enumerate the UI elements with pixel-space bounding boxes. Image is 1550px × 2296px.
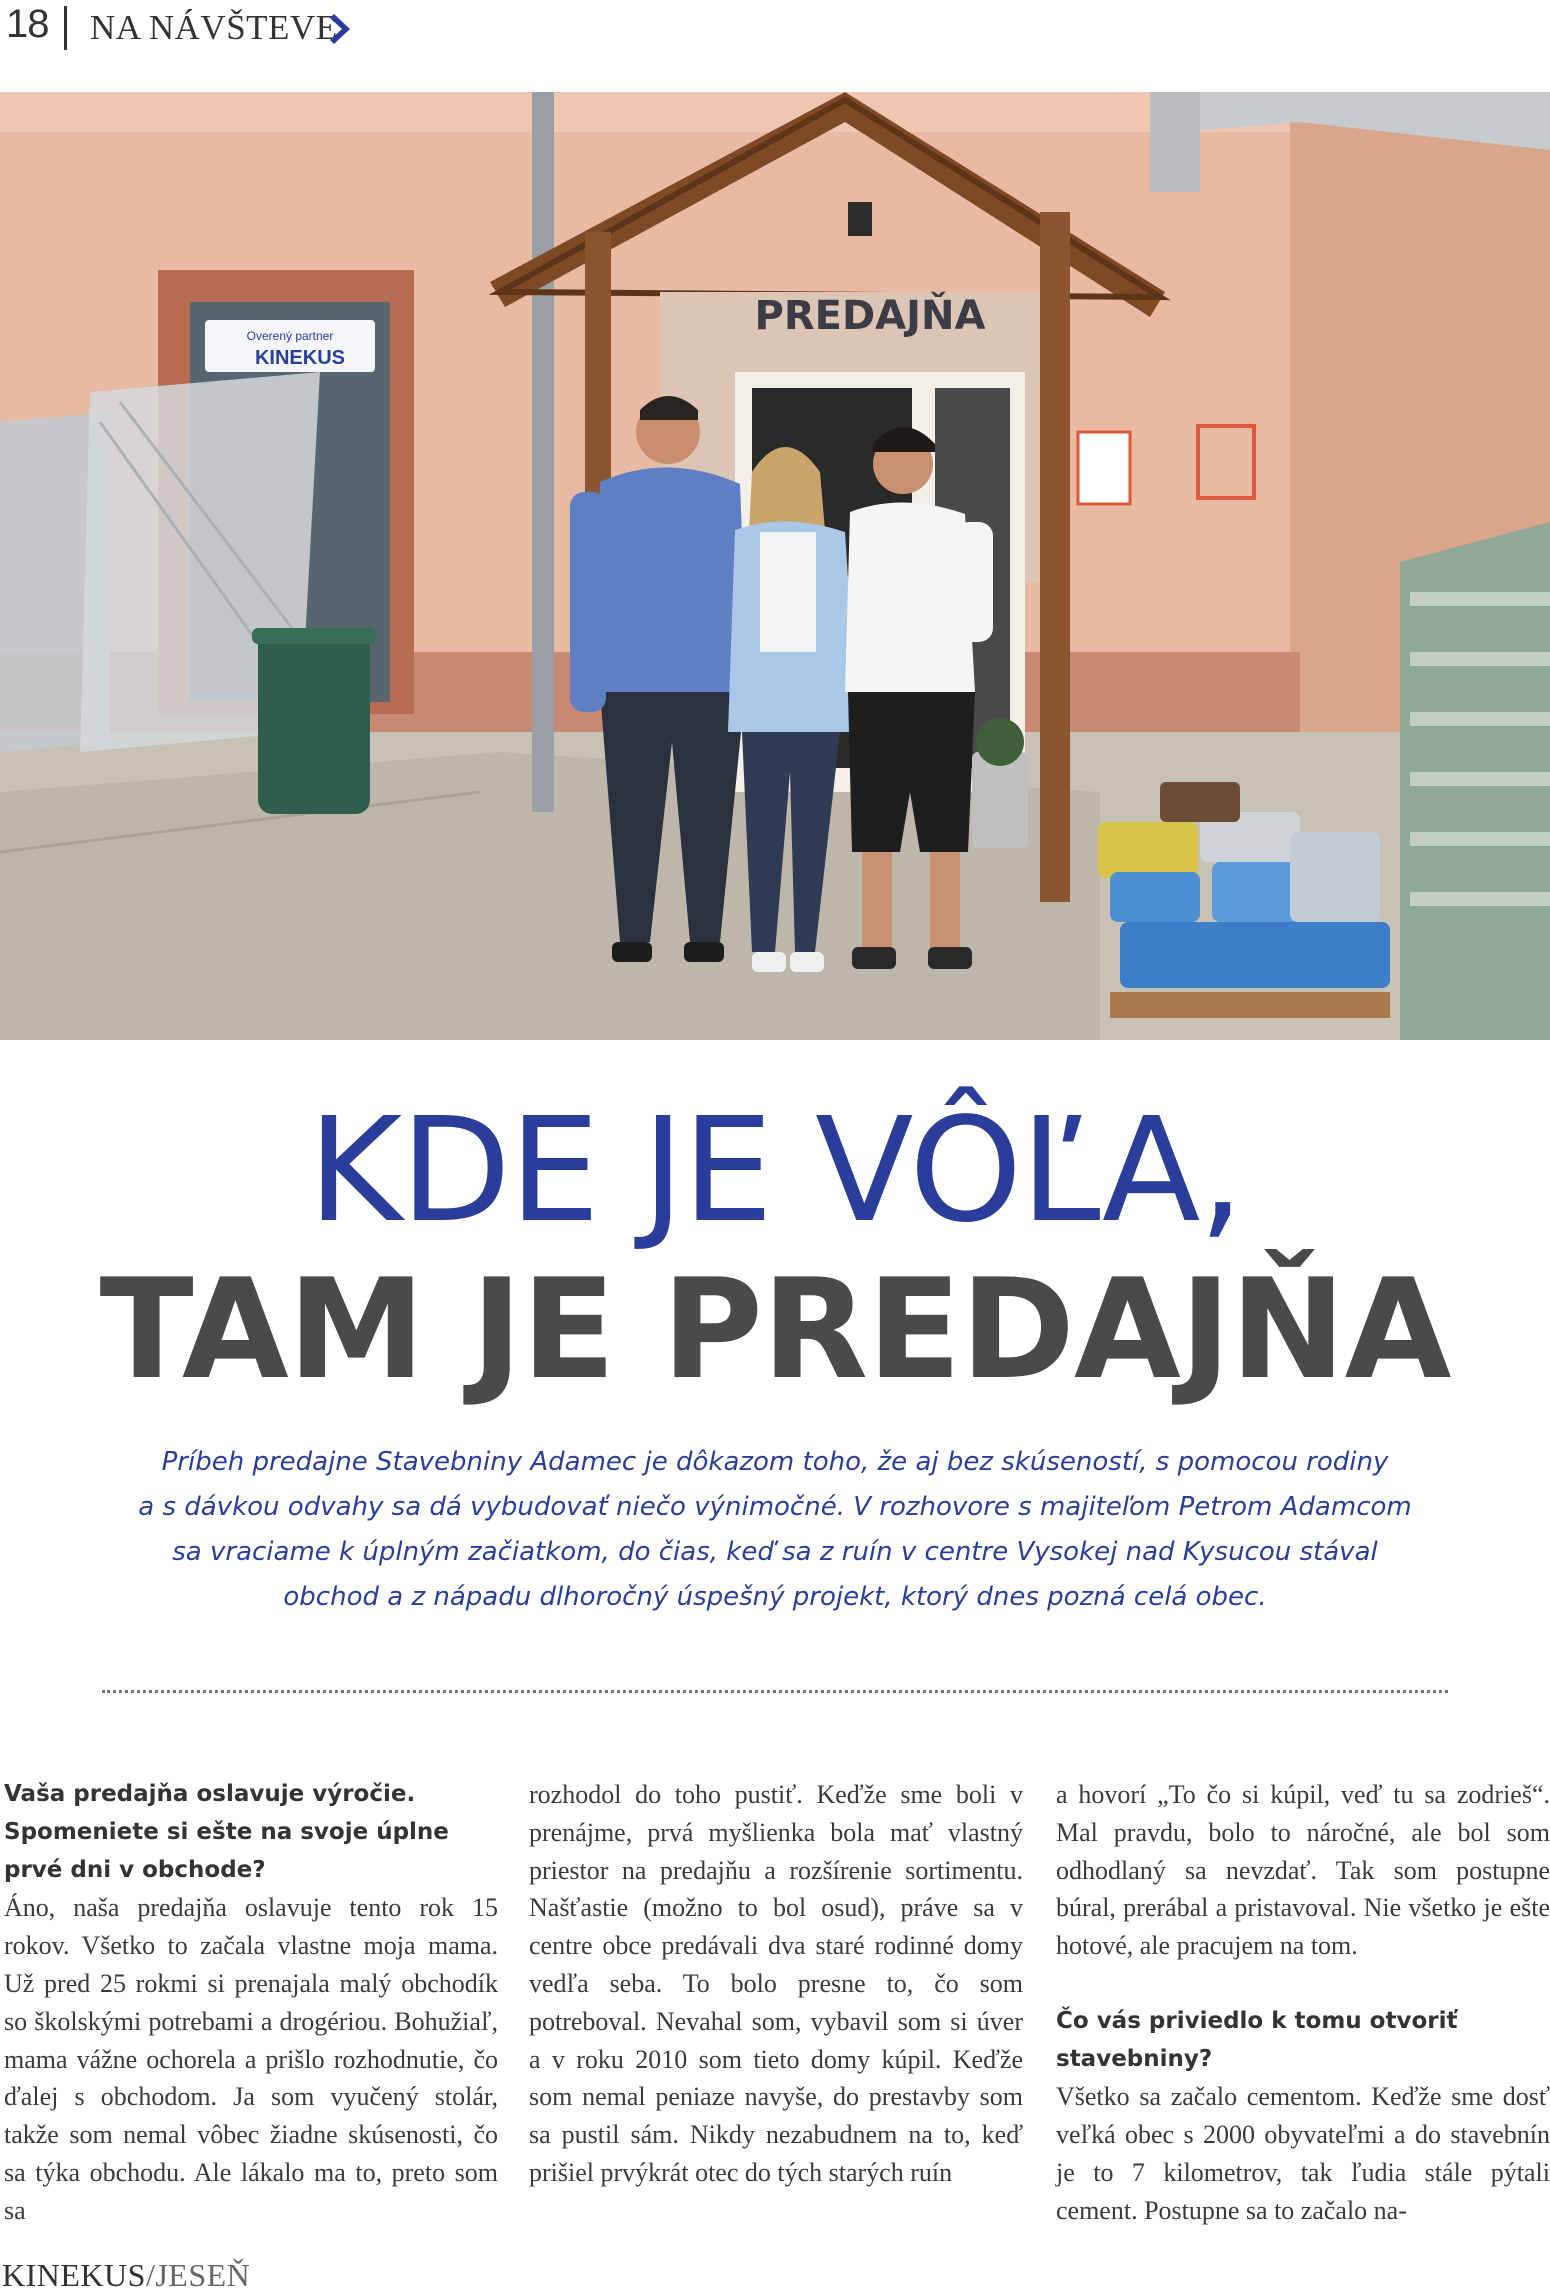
interview-answer: Áno, naša predajňa oslavuje tento rok 15 rokov. Všetko to začala vlastne moja mama. Už pred 25 rokmi si prenajala malý obchodík so školskými potrebami a drogériou. Bohužiaľ, mama vážne ochorela a prišlo rozhodnutie, čo ďalej s obchodom. Ja som vyučený stolár, takže som nemal vôbec žiadne skúsenosti, čo sa týka obchodu. Ale lákalo ma to, preto som sa bbox=[4, 1893, 498, 2225]
lead-line: Príbeh predajne Stavebniny Adamec je dôkazom toho, že aj bez skúseností, s pomocou rodiny bbox=[161, 1447, 1389, 1477]
interview-question: Čo vás priviedlo k tomu otvoriť stavebniny? bbox=[1056, 2007, 1458, 2072]
footer-season: JESEŇ bbox=[155, 2257, 251, 2293]
page-header bbox=[0, 0, 1550, 60]
lead-paragraph bbox=[80, 1440, 1470, 1620]
headline-line-2: TAM JE PREDAJŇA bbox=[99, 1249, 1451, 1410]
page-number: 18 bbox=[6, 2, 49, 46]
interview-answer-continued: rozhodol do toho pustiť. Keďže sme boli v prenájme, prvá myšlienka bola mať vlastný priestor na predajňu a rozšírenie sortimentu. Našťastie (možno to bol osud), práve sa v centre obce predávali dva staré rodinné domy vedľa seba. To bolo presne to, čo som potreboval. Nevahal som, vybavil som si úver a v roku 2010 som tieto domy kúpil. Keďže som nemal peniaze navyše, do prestavby som sa pustil sám. Nikdy nezabudnem na to, keď prišiel prvýkrát otec do tých starých ruín bbox=[529, 1780, 1023, 2187]
headline-line-1: KDE JE VÔĽA, bbox=[307, 1086, 1243, 1254]
article-column-3 bbox=[1056, 1776, 1550, 2230]
footer-brand: KINEKUS bbox=[2, 2257, 146, 2293]
page-footer bbox=[2, 2257, 250, 2294]
interview-answer-end: a hovorí „To čo si kúpil, veď tu sa zodrieš“. Mal pravdu, bolo to náročné, ale bol som odhodlaný sa nevzdať. Tak som postupne búral, prerábal a pristavoval. Nie všetko je ešte hotové, ale pracujem na tom. bbox=[1056, 1780, 1550, 1961]
article-column-2 bbox=[529, 1776, 1023, 2192]
partner-sign-brand: KINEKUS bbox=[254, 347, 346, 369]
interview-question: Vaša predajňa oslavuje výročie. Spomeniete si ešte na svoje úplne prvé dni v obchode? bbox=[4, 1781, 449, 1883]
lead-line: sa vraciame k úplným začiatkom, do čias, keď sa z ruín v centre Vysokej nad Kysucou stával bbox=[172, 1537, 1378, 1567]
header-divider bbox=[64, 6, 67, 50]
storefront-photo bbox=[0, 92, 1550, 1040]
lead-line: a s dávkou odvahy sa dá vybudovať niečo výnimočné. V rozhovore s majiteľom Petrom Adamcom bbox=[138, 1492, 1412, 1522]
article-column-1 bbox=[4, 1776, 498, 2230]
section-label: NA NÁVŠTEVE bbox=[90, 8, 338, 47]
partner-sign-top: Overený partner bbox=[246, 329, 334, 343]
footer-separator: / bbox=[145, 2257, 156, 2293]
chevron-right-icon bbox=[330, 12, 356, 51]
lead-line: obchod a z nápadu dlhoročný úspešný projekt, ktorý dnes pozná celá obec. bbox=[283, 1582, 1267, 1612]
interview-answer: Všetko sa začalo cementom. Keďže sme dosť veľká obec s 2000 obyvateľmi a do stavebnín je to 7 kilometrov, tak ľudia stále pýtali cement. Postupne sa to začalo na- bbox=[1056, 2082, 1550, 2225]
shop-sign: PREDAJŇA bbox=[754, 293, 986, 339]
dotted-divider bbox=[102, 1690, 1448, 1693]
